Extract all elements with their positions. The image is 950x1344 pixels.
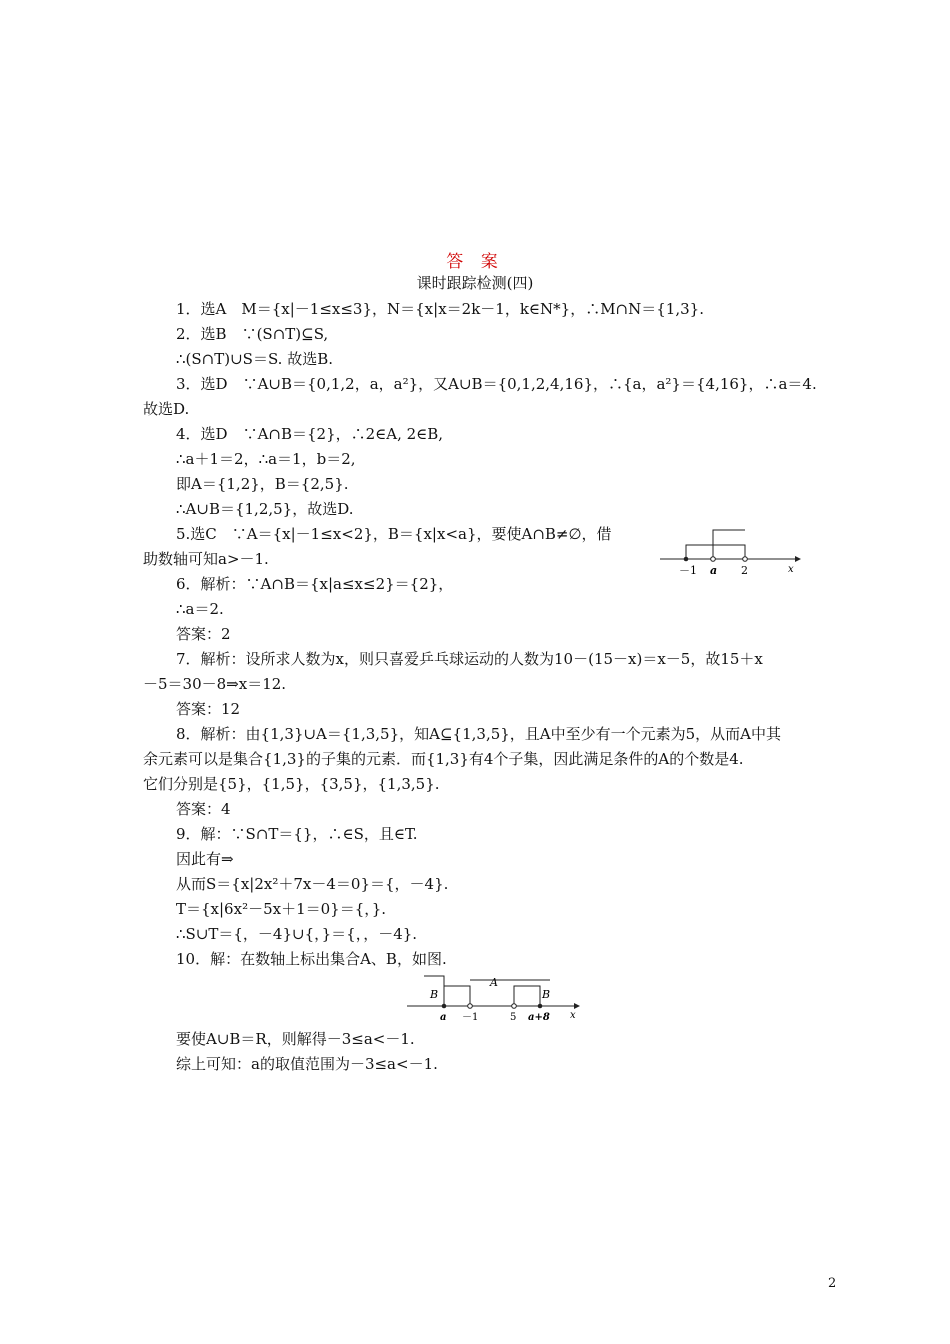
label-b-right: B xyxy=(542,988,551,1001)
label-a: a xyxy=(710,564,718,577)
answer-2-line2: ∴(S∩T)∪S＝S. 故选B. xyxy=(176,350,334,368)
number-line-figure-q5 xyxy=(655,524,805,579)
answer-9-line3: 从而S＝{x|2x²＋7x－4＝0}＝{，－4}. xyxy=(176,875,449,893)
answer-4-line1: 4．选D ∵A∩B＝{2}，∴2∈A, 2∈B, xyxy=(176,425,444,443)
page-number: 2 xyxy=(828,1276,837,1291)
answer-10-line2: 要使A∪B＝R，则解得－3≤a<－1. xyxy=(176,1030,415,1048)
label-5: 5 xyxy=(510,1012,517,1023)
answer-5-line1: 5.选C ∵A＝{x|－1≤x<2}，B＝{x|x<a}，要使A∩B≠∅，借 xyxy=(176,525,612,543)
label-minus-1: －1 xyxy=(679,564,697,577)
section-subtitle: 课时跟踪检测(四) xyxy=(416,274,534,292)
point-a xyxy=(442,1004,447,1009)
point-minus-1 xyxy=(468,1004,473,1009)
answer-8-line2: 余元素可以是集合{1,3}的子集的元素．而{1,3}有4个子集，因此满足条件的A的个数是4. xyxy=(143,750,744,768)
answer-9-line1: 9．解：∵S∩T＝{}，∴∈S，且∈T. xyxy=(176,825,418,843)
set-a-bracket xyxy=(686,545,745,559)
axis-arrow xyxy=(795,556,801,562)
answer-9-line2: 因此有⇒ xyxy=(176,850,234,868)
answer-9-line5: ∴S∪T＝{，－4}∪{，}＝{，，－4}. xyxy=(176,925,418,943)
label-2: 2 xyxy=(741,564,748,577)
label-a-plus-8: a+8 xyxy=(528,1012,550,1023)
answer-title: 答 案 xyxy=(446,252,504,272)
point-a-plus-8 xyxy=(538,1004,543,1009)
answer-7-result: 答案：12 xyxy=(176,700,241,718)
point-2 xyxy=(743,557,748,562)
answer-2-line1: 2．选B ∵(S∩T)⊆S, xyxy=(176,325,329,343)
label-x: x xyxy=(570,1010,576,1021)
point-minus-1 xyxy=(684,557,689,562)
answer-10-line3: 综上可知：a的取值范围为－3≤a<－1. xyxy=(176,1055,438,1073)
number-line-figure-q10 xyxy=(402,974,592,1026)
answer-8-line1: 8．解析：由{1,3}∪A＝{1,3,5}，知A⊆{1,3,5}，且A中至少有一个元素为5，从而A中其 xyxy=(176,725,782,743)
answer-4-line4: ∴A∪B＝{1,2,5}，故选D. xyxy=(176,500,354,518)
label-x: x xyxy=(788,564,794,575)
label-a-set: A xyxy=(490,976,498,989)
set-b-right-bracket xyxy=(514,986,540,1006)
answer-7-line1: 7．解析：设所求人数为x，则只喜爱乒乓球运动的人数为10－(15－x)＝x－5，故15＋x xyxy=(176,650,763,668)
answer-9-line4: T＝{x|6x²－5x＋1＝0}＝{，}. xyxy=(176,900,387,918)
set-b-left-top xyxy=(444,986,470,1006)
answer-8-result: 答案：4 xyxy=(176,800,231,818)
answer-6-line2: ∴a＝2. xyxy=(176,600,224,618)
axis-arrow xyxy=(574,1003,580,1009)
answer-4-line3: 即A＝{1,2}，B＝{2,5}. xyxy=(176,475,349,493)
answer-3-line1: 3．选D ∵A∪B＝{0,1,2，a，a²}，又A∪B＝{0,1,2,4,16}，∴{a，a²}＝{4,16}，∴a＝4. xyxy=(176,375,817,393)
label-a-point: a xyxy=(440,1012,447,1023)
answer-8-line3: 它们分别是{5}，{1,5}，{3,5}，{1,3,5}. xyxy=(143,775,440,793)
answer-10-line1: 10．解：在数轴上标出集合A、B，如图. xyxy=(176,950,447,968)
answer-7-line2: －5＝30－8⇒x＝12. xyxy=(143,675,287,693)
answer-4-line2: ∴a＋1＝2，∴a＝1，b＝2, xyxy=(176,450,356,468)
point-a xyxy=(711,557,716,562)
answer-1: 1．选A M＝{x|－1≤x≤3}，N＝{x|x＝2k－1，k∈N*}，∴M∩N＝{1,3}. xyxy=(176,300,704,318)
answer-6-line1: 6．解析：∵A∩B＝{x|a≤x≤2}＝{2}， xyxy=(176,575,454,593)
answer-5-line2: 助数轴可知a>－1. xyxy=(143,550,269,568)
answer-6-result: 答案：2 xyxy=(176,625,231,643)
point-5 xyxy=(512,1004,517,1009)
answer-3-line2: 故选D. xyxy=(143,400,190,418)
label-minus-1: －1 xyxy=(462,1012,479,1023)
label-b-left: B xyxy=(430,988,439,1001)
